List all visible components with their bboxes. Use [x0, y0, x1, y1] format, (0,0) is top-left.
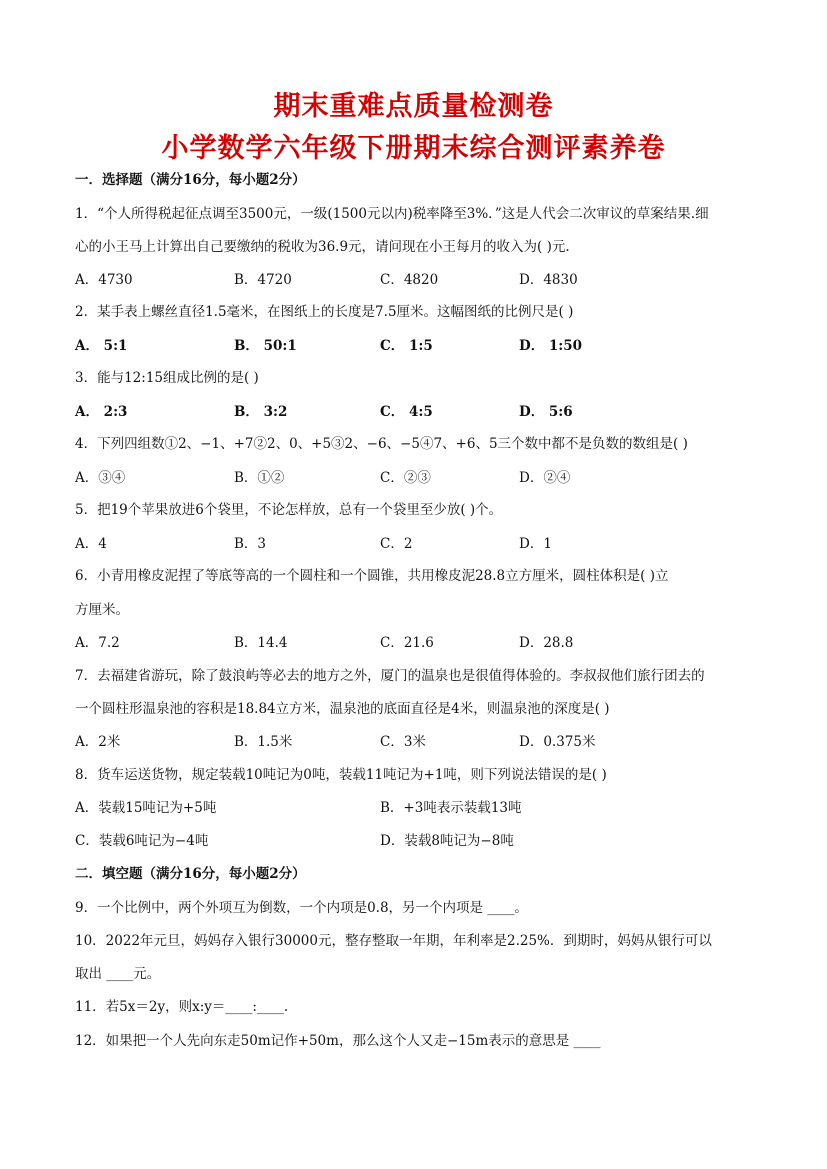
section-heading-choice: 一．选择题（满分16分，每小题2分）: [75, 172, 306, 188]
option: D．装载8吨记为−8吨: [380, 833, 514, 849]
option: D．0.375米: [519, 734, 596, 750]
option: C．装载6吨记为−4吨: [75, 833, 209, 849]
option: A．4: [75, 536, 107, 552]
option: C．4820: [380, 272, 439, 288]
option: D．②④: [519, 470, 571, 486]
option: B．①②: [234, 470, 285, 486]
option: D． 1:50: [519, 338, 583, 354]
option: B．14.4: [234, 635, 288, 651]
option: A．2米: [75, 734, 121, 750]
question-7-line-2: 一个圆柱形温泉池的容积是18.84立方米，温泉池的底面直径是4米，则温泉池的深度是( ): [75, 701, 610, 717]
option: C．21.6: [380, 635, 434, 651]
option: A．4730: [75, 272, 133, 288]
option: A． 2:3: [75, 404, 128, 420]
question-9: 9．一个比例中，两个外项互为倒数，一个内项是0.8，另一个内项是 ____。: [75, 900, 528, 916]
question-7-line-1: 7．去福建省游玩，除了鼓浪屿等必去的地方之外，厦门的温泉也是很值得体验的。李叔叔他们旅行团去的: [75, 668, 705, 684]
option: B．1.5米: [234, 734, 293, 750]
question-6-line-2: 方厘米。: [75, 602, 129, 618]
option: D．1: [519, 536, 552, 552]
option: C．2: [380, 536, 413, 552]
option: B．3: [234, 536, 267, 552]
question-10-line-2: 取出 ____元。: [75, 966, 161, 982]
question-3: 3．能与12:15组成比例的是( ): [75, 370, 259, 386]
option: A．装载15吨记为+5吨: [75, 800, 217, 816]
question-6-line-1: 6．小青用橡皮泥捏了等底等高的一个圆柱和一个圆锥，共用橡皮泥28.8立方厘米，圆柱体积是( )立: [75, 568, 669, 584]
option: A． 5:1: [75, 338, 128, 354]
option: C． 1:5: [380, 338, 433, 354]
question-1-line-1: 1．“个人所得税起征点调至3500元，一级(1500元以内)税率降至3%．”这是人代会二次审议的草案结果.细: [75, 206, 709, 222]
option: D． 5:6: [519, 404, 573, 420]
option: B．4720: [234, 272, 292, 288]
question-4: 4．下列四组数①2、−1、+7②2、0、+5③2、−6、−5④7、+6、5三个数中都不是负数的数组是( ): [75, 436, 688, 452]
page-subtitle: 小学数学六年级下册期末综合测评素养卷: [161, 133, 666, 164]
question-8: 8．货车运送货物，规定装载10吨记为0吨，装载11吨记为+1吨，则下列说法错误的是( ): [75, 767, 607, 783]
question-1-line-2: 心的小王马上计算出自己要缴纳的税收为36.9元，请问现在小王每月的收入为( )元.: [75, 239, 570, 255]
question-12: 12．如果把一个人先向东走50m记作+50m，那么这个人又走−15m表示的意思是 ____: [75, 1033, 601, 1049]
question-10-line-1: 10．2022年元旦，妈妈存入银行30000元，整存整取一年期，年利率是2.25%．到期时，妈妈从银行可以: [75, 933, 712, 949]
page-title: 期末重难点质量检测卷: [273, 91, 554, 122]
option: A．7.2: [75, 635, 120, 651]
option: C．②③: [380, 470, 431, 486]
question-11: 11．若5x＝2y，则x:y＝____:____.: [75, 999, 289, 1015]
question-2: 2．某手表上螺丝直径1.5毫米，在图纸上的长度是7.5厘米。这幅图纸的比例尺是( ): [75, 304, 574, 320]
section-heading-fill: 二．填空题（满分16分，每小题2分）: [75, 866, 306, 882]
question-5: 5．把19个苹果放进6个袋里，不论怎样放，总有一个袋里至少放( )个。: [75, 502, 503, 518]
option: B． 3:2: [234, 404, 288, 420]
option: D．28.8: [519, 635, 574, 651]
option: C．3米: [380, 734, 426, 750]
option: B．+3吨表示装载13吨: [380, 800, 522, 816]
option: A．③④: [75, 470, 126, 486]
option: D．4830: [519, 272, 578, 288]
option: C． 4:5: [380, 404, 433, 420]
option: B． 50:1: [234, 338, 297, 354]
